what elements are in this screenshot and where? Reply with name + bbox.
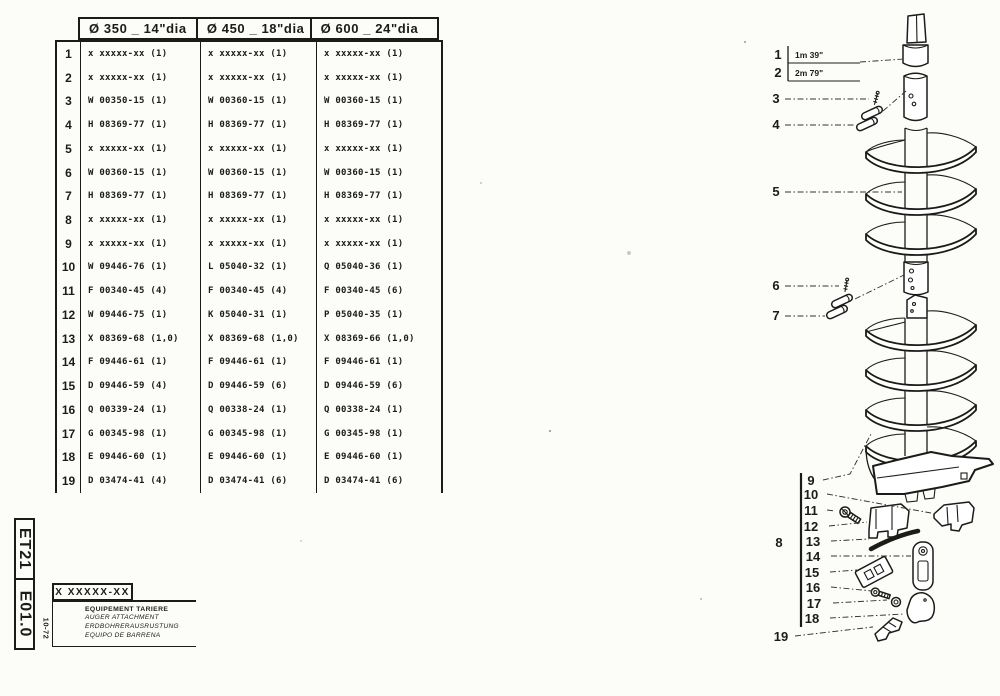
callout-number-3: 3 (772, 91, 780, 106)
row-number: 10 (61, 260, 76, 275)
part-number-cell: X 08369-68 (1,0) (80, 327, 200, 351)
callout-number-9: 9 (807, 473, 815, 488)
callout-number-12: 12 (803, 519, 819, 534)
part-number-cell: x xxxxx-xx (1) (80, 42, 200, 66)
part-number-cell: F 09446-61 (1) (316, 351, 441, 375)
part-number-cell: F 00340-45 (4) (200, 279, 316, 303)
callout-number-19: 19 (773, 629, 789, 644)
part-number-cell: D 03474-41 (6) (316, 469, 441, 493)
flight-turn (866, 434, 905, 446)
row-number: 9 (65, 236, 72, 251)
column-header-600: Ø 600 _ 24"dia (310, 17, 439, 40)
callout-number-18: 18 (804, 611, 820, 626)
row-number: 7 (65, 189, 72, 204)
coupling-block (904, 262, 928, 295)
part-number-cell: x xxxxx-xx (1) (316, 137, 441, 161)
date-code: 10-72 (41, 617, 51, 639)
part-number-cell: H 08369-77 (1) (80, 184, 200, 208)
row-number: 4 (65, 118, 72, 133)
table-row (57, 469, 441, 493)
callout-number-7: 7 (772, 308, 780, 323)
part-number-cell: F 00340-45 (4) (80, 279, 200, 303)
part-number-cell: x xxxxx-xx (1) (200, 208, 316, 232)
length-note-box (774, 46, 904, 81)
set-screw-upper (873, 91, 880, 105)
flight-turn (866, 325, 976, 351)
part-number-cell: x xxxxx-xx (1) (316, 42, 441, 66)
part-number-cell: D 09446-59 (6) (200, 374, 316, 398)
title-english: AUGER ATTACHMENT (85, 614, 159, 621)
table-row (57, 184, 441, 208)
part-number-cell: x xxxxx-xx (1) (200, 42, 316, 66)
row-number: 15 (61, 379, 76, 394)
length-note-2m: 2m 79" (795, 68, 824, 78)
part-number-cell: W 09446-75 (1) (80, 303, 200, 327)
table-row (57, 446, 441, 470)
part-number-cell: Q 00338-24 (1) (316, 398, 441, 422)
callout-number-6: 6 (772, 278, 780, 293)
table-row (57, 374, 441, 398)
row-number: 13 (61, 331, 76, 346)
row-number: 2 (65, 70, 72, 85)
flight-turn (927, 391, 976, 405)
part-number-cell: Q 00339-24 (1) (80, 398, 200, 422)
flight-turn (866, 358, 905, 370)
part-number-cell: W 00360-15 (1) (316, 89, 441, 113)
part-number-cell: F 09446-61 (1) (200, 351, 316, 375)
date-code-box (39, 607, 53, 649)
part-number-cell: x xxxxx-xx (1) (80, 137, 200, 161)
callout-number-13: 13 (805, 534, 821, 549)
part-number-cell: F 09446-61 (1) (80, 351, 200, 375)
table-row (57, 89, 441, 113)
table-row (57, 66, 441, 90)
table-row (57, 279, 441, 303)
parts-table (55, 17, 443, 493)
row-number: 17 (61, 426, 76, 441)
part-number-cell: G 00345-98 (1) (200, 422, 316, 446)
row-number: 16 (61, 402, 76, 417)
table-row (57, 351, 441, 375)
part-number-cell: E 09446-60 (1) (316, 446, 441, 470)
pilot-bolt (870, 587, 891, 600)
callout-number-5: 5 (772, 184, 780, 199)
flight-turn (866, 189, 976, 215)
part-number-cell: Q 05040-36 (1) (316, 256, 441, 280)
pilot-bit-holder (913, 542, 933, 590)
callout-number-4: 4 (772, 117, 780, 132)
lower-tube-stub (907, 295, 927, 318)
title-block (52, 600, 196, 647)
part-number-cell: x xxxxx-xx (1) (200, 232, 316, 256)
part-number-cell: H 08369-77 (1) (316, 113, 441, 137)
title-spanish: EQUIPO DE BARRENA (85, 632, 161, 639)
extension-shaft (904, 73, 927, 120)
part-number-cell: E 09446-60 (1) (80, 446, 200, 470)
table-row (57, 232, 441, 256)
part-number-cell: H 08369-77 (1) (80, 113, 200, 137)
parts-table-body (55, 40, 443, 493)
part-number-cell: G 00345-98 (1) (80, 422, 200, 446)
part-number-cell: x xxxxx-xx (1) (80, 232, 200, 256)
part-number-cell: D 03474-41 (4) (80, 469, 200, 493)
part-number-cell: E 09446-60 (1) (200, 446, 316, 470)
callout-numbers (772, 91, 821, 644)
row-number: 1 (65, 46, 72, 61)
row-number: 19 (61, 474, 76, 489)
table-row (57, 208, 441, 232)
set-screw-lower (843, 278, 849, 292)
flight-turn (866, 229, 976, 255)
callout-number-15: 15 (804, 565, 820, 580)
column-header-350: Ø 350 _ 14"dia (78, 17, 198, 40)
part-number-cell: P 05040-35 (1) (316, 303, 441, 327)
part-number-cell: X 08369-68 (1,0) (200, 327, 316, 351)
table-row (57, 42, 441, 66)
flight-turn (927, 133, 976, 147)
row-number: 12 (61, 307, 76, 322)
tooth-holder-right (934, 502, 974, 531)
part-number-cell: H 08369-77 (1) (316, 184, 441, 208)
flight-turn (866, 405, 976, 431)
callout-number-8: 8 (775, 535, 783, 550)
part-number-cell: D 09446-59 (4) (80, 374, 200, 398)
part-number-cell: F 00340-45 (6) (316, 279, 441, 303)
part-number-cell: x xxxxx-xx (1) (80, 66, 200, 90)
table-row (57, 303, 441, 327)
kelly-bar-shank (903, 14, 928, 67)
row-number: 18 (61, 450, 76, 465)
sheet-code: ET21 (16, 527, 34, 571)
auger-exploded-diagram (755, 0, 1000, 696)
callout-number-17: 17 (806, 596, 822, 611)
flight-turn (866, 147, 976, 173)
part-number-cell: Q 00338-24 (1) (200, 398, 316, 422)
part-number-cell: x xxxxx-xx (1) (316, 208, 441, 232)
table-row (57, 161, 441, 185)
part-number-cell: H 08369-77 (1) (200, 184, 316, 208)
tooth-parts (840, 502, 974, 641)
part-number-cell: W 00360-15 (1) (200, 161, 316, 185)
part-number-cell: x xxxxx-xx (1) (80, 208, 200, 232)
row-number: 5 (65, 141, 72, 156)
length-note-1m: 1m 39" (795, 50, 824, 60)
title-german: ERDBOHRERAUSRUSTUNG (85, 623, 179, 630)
part-number-cell: D 03474-41 (6) (200, 469, 316, 493)
part-number-box: X XXXXX-XX (52, 583, 133, 601)
flight-turn (927, 311, 976, 325)
part-number-cell: x xxxxx-xx (1) (316, 232, 441, 256)
part-number-cell: K 05040-31 (1) (200, 303, 316, 327)
flight-turn (927, 351, 976, 365)
callout-number-16: 16 (805, 580, 821, 595)
table-row (57, 327, 441, 351)
table-row (57, 113, 441, 137)
bolt-and-washer (840, 507, 861, 523)
part-number-cell: X 08369-66 (1,0) (316, 327, 441, 351)
fork-tooth (875, 618, 902, 641)
part-number-cell: W 00360-15 (1) (316, 161, 441, 185)
part-number-cell: W 00350-15 (1) (80, 89, 200, 113)
row-number: 3 (65, 94, 72, 109)
callout-number-1: 1 (774, 47, 782, 62)
part-number-cell: H 08369-77 (1) (200, 113, 316, 137)
row-number: 14 (61, 355, 76, 370)
table-row (57, 422, 441, 446)
callout-number-14: 14 (805, 549, 821, 564)
callout-number-2: 2 (774, 65, 782, 80)
callout-number-11: 11 (804, 503, 818, 518)
part-number-cell: W 00360-15 (1) (200, 89, 316, 113)
part-number-cell: W 00360-15 (1) (80, 161, 200, 185)
table-row (57, 256, 441, 280)
pilot-nut (892, 598, 901, 607)
part-number-cell: x xxxxx-xx (1) (316, 66, 441, 90)
pilot-point (907, 593, 934, 623)
page-code: E01.0 (16, 590, 34, 638)
row-number: 8 (65, 213, 72, 228)
table-row (57, 137, 441, 161)
row-number: 11 (62, 284, 75, 299)
sheet-code-box (14, 518, 35, 580)
title-french: EQUIPEMENT TARIERE (85, 606, 169, 613)
part-number-cell: D 09446-59 (6) (316, 374, 441, 398)
page-code-box (14, 578, 35, 650)
row-number: 6 (65, 165, 72, 180)
flight-turn (927, 215, 976, 229)
part-number-cell: x xxxxx-xx (1) (200, 66, 316, 90)
part-number-cell: G 00345-98 (1) (316, 422, 441, 446)
callout-number-10: 10 (803, 487, 819, 502)
table-row (57, 398, 441, 422)
parts-table-header (78, 17, 443, 40)
flight-turn (866, 398, 905, 410)
part-number-cell: L 05040-32 (1) (200, 256, 316, 280)
part-number-cell: W 09446-76 (1) (80, 256, 200, 280)
column-header-450: Ø 450 _ 18"dia (196, 17, 312, 40)
part-number-cell: x xxxxx-xx (1) (200, 137, 316, 161)
wear-plate (855, 556, 893, 588)
scan-noise (0, 0, 2, 2)
flight-turn (866, 222, 905, 234)
flight-turn (866, 365, 976, 391)
flight-turn (927, 175, 976, 189)
